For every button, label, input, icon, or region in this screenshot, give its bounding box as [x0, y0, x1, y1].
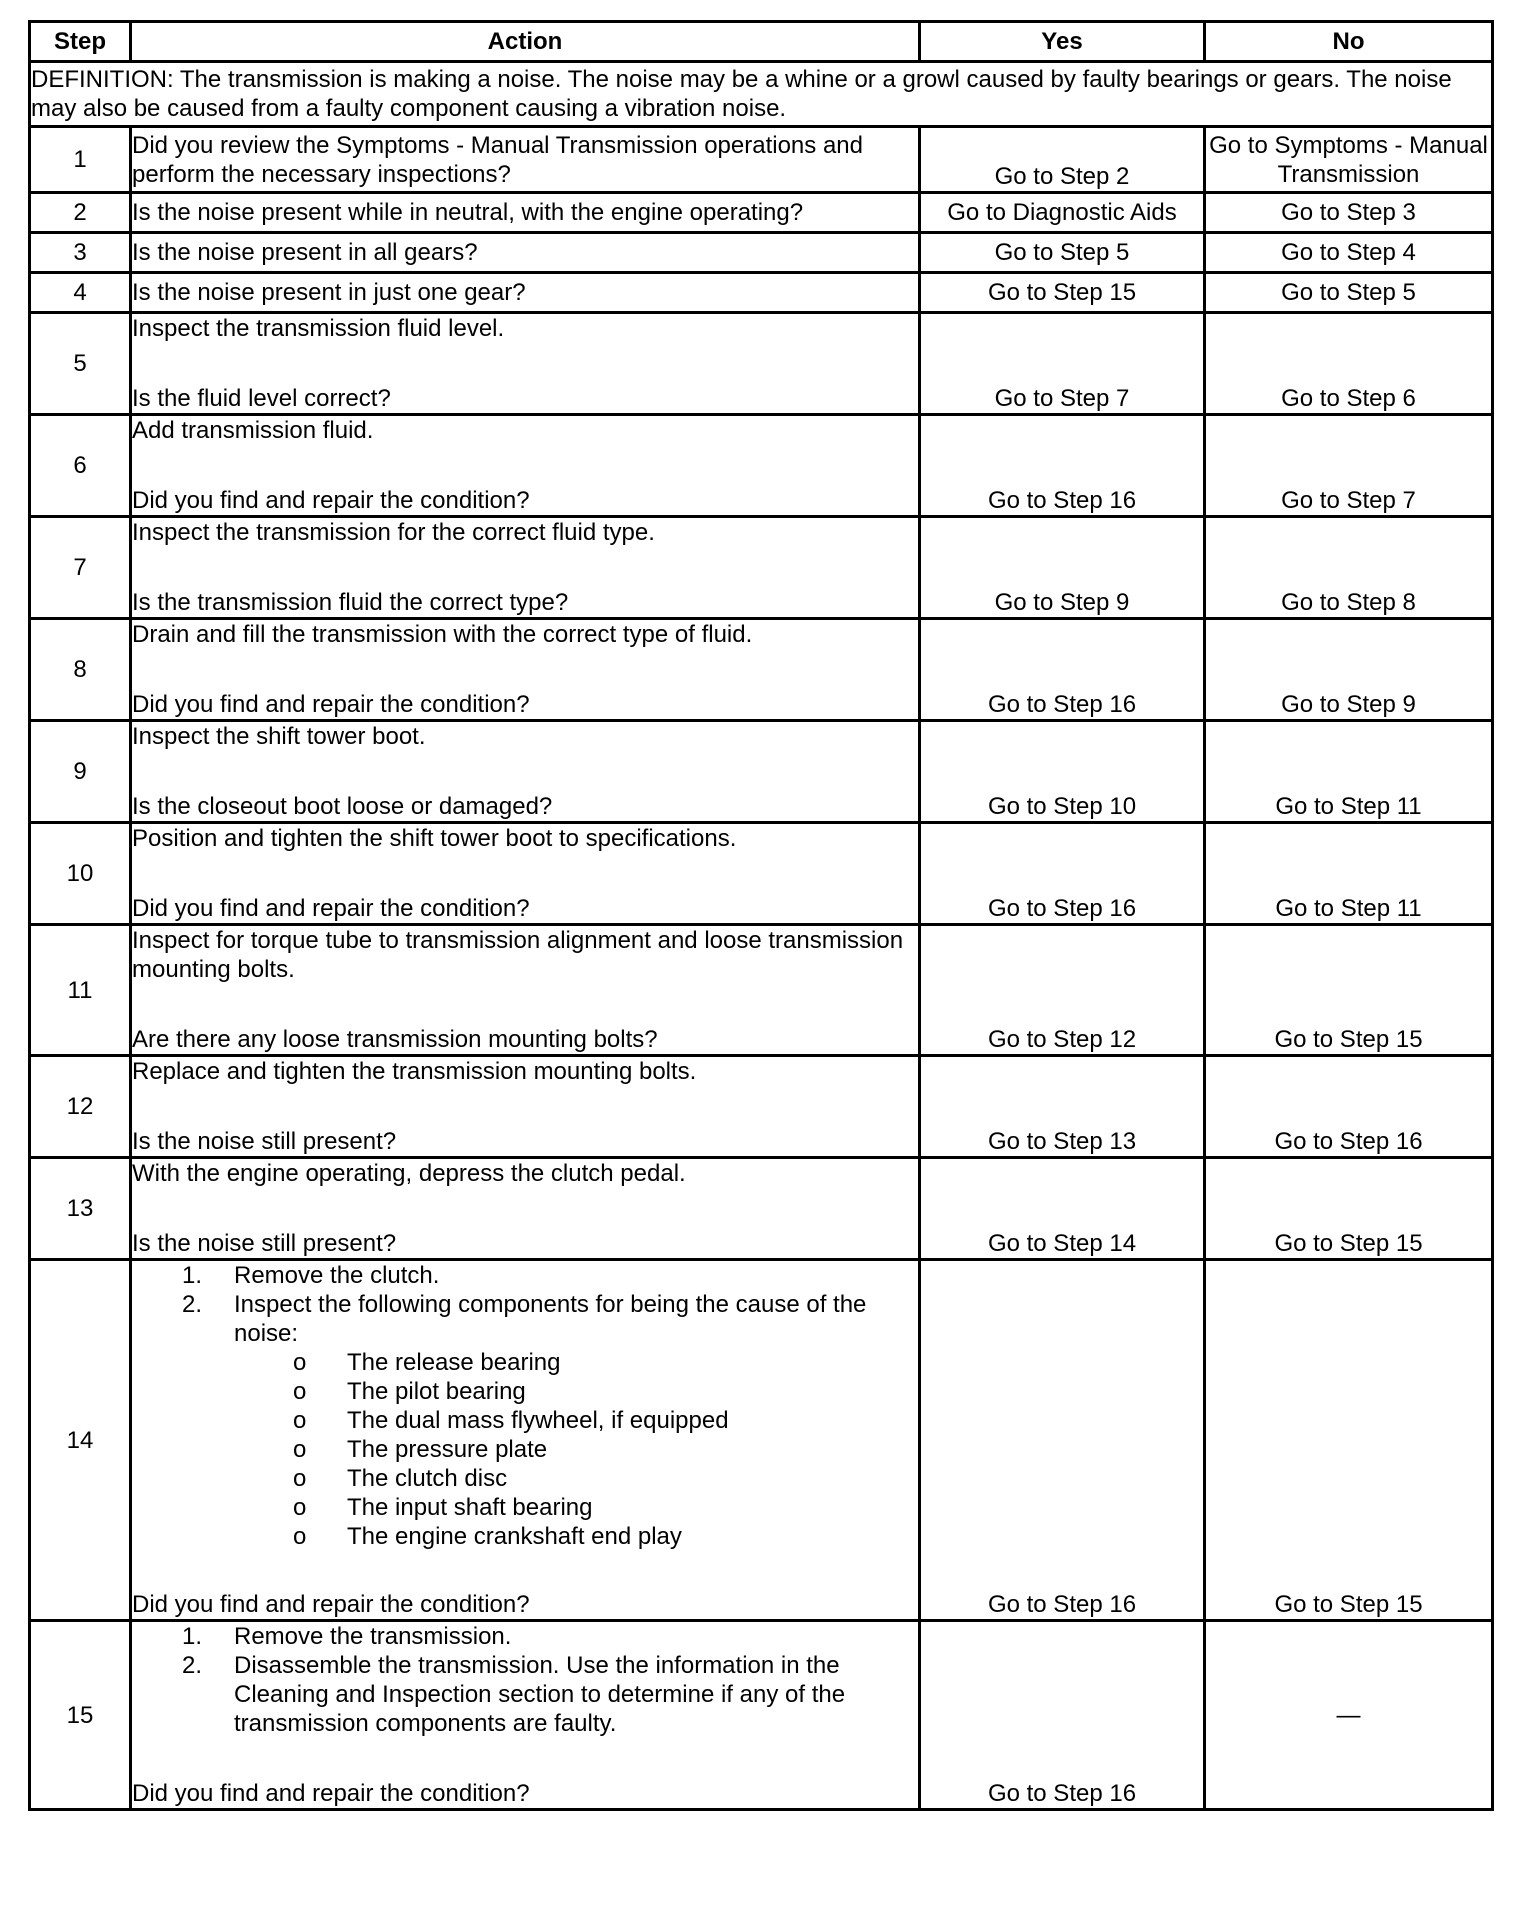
- yes-result: Go to Diagnostic Aids: [920, 193, 1205, 233]
- action-question: Is the noise still present?: [132, 1230, 397, 1257]
- action-cell: [131, 619, 920, 721]
- procedure-item: Inspect the following components for being the cause of the noise:: [234, 1291, 867, 1347]
- action-cell: [131, 1260, 920, 1621]
- table-row: [30, 193, 1493, 233]
- definition-text: DEFINITION: The transmission is making a noise. The noise may be a whine or a growl caused by faulty bearings or gears. The noise may also be caused from a faulty component causing a vibration noise.: [30, 62, 1493, 127]
- procedure-list: [132, 1622, 918, 1738]
- yes-result: Go to Step 15: [920, 273, 1205, 313]
- no-result: Go to Symptoms - Manual Transmission: [1205, 127, 1493, 193]
- action-question: Is the noise still present?: [132, 1128, 397, 1155]
- step-number: 5: [30, 313, 131, 415]
- yes-result: Go to Step 16: [920, 1621, 1205, 1810]
- procedure-item: Remove the clutch.: [234, 1262, 440, 1289]
- component-item: o The engine crankshaft end play: [293, 1522, 918, 1551]
- component-list: [247, 1348, 918, 1551]
- table-row: [30, 925, 1493, 1056]
- step-number: 10: [30, 823, 131, 925]
- action-question: Are there any loose transmission mounting bolts?: [132, 1026, 658, 1053]
- table-row: [30, 721, 1493, 823]
- step-number: 2: [30, 193, 131, 233]
- action-text: Add transmission fluid.: [132, 417, 374, 444]
- table-row: [30, 517, 1493, 619]
- step-number: 13: [30, 1158, 131, 1260]
- header-no: No: [1205, 22, 1493, 62]
- step-number: 7: [30, 517, 131, 619]
- action-question: Did you find and repair the condition?: [132, 1591, 530, 1618]
- table-row: [30, 1056, 1493, 1158]
- no-result: Go to Step 16: [1205, 1056, 1493, 1158]
- table-row: [30, 1260, 1493, 1621]
- yes-result: Go to Step 10: [920, 721, 1205, 823]
- step-number: 8: [30, 619, 131, 721]
- action-question: Did you find and repair the condition?: [132, 487, 530, 514]
- no-result: Go to Step 15: [1205, 925, 1493, 1056]
- no-result: —: [1205, 1621, 1493, 1810]
- action-text: Inspect for torque tube to transmission alignment and loose transmission mounting bolts.: [132, 927, 904, 983]
- no-result: Go to Step 11: [1205, 721, 1493, 823]
- no-result: Go to Step 7: [1205, 415, 1493, 517]
- action-question: Is the transmission fluid the correct type?: [132, 589, 569, 616]
- no-result: Go to Step 9: [1205, 619, 1493, 721]
- action-cell: [131, 313, 920, 415]
- yes-result: Go to Step 16: [920, 619, 1205, 721]
- yes-result: Go to Step 13: [920, 1056, 1205, 1158]
- action-text: Replace and tighten the transmission mounting bolts.: [132, 1058, 697, 1085]
- action-text: Inspect the shift tower boot.: [132, 723, 426, 750]
- no-result: Go to Step 15: [1205, 1158, 1493, 1260]
- definition-row: [30, 62, 1493, 127]
- action-text: With the engine operating, depress the clutch pedal.: [132, 1160, 686, 1187]
- action-question: Is the closeout boot loose or damaged?: [132, 793, 553, 820]
- table-row: [30, 127, 1493, 193]
- no-result: Go to Step 5: [1205, 273, 1493, 313]
- action-text: Did you review the Symptoms - Manual Transmission operations and perform the necessary inspections?: [131, 127, 920, 193]
- action-question: Did you find and repair the condition?: [132, 691, 530, 718]
- yes-result: Go to Step 5: [920, 233, 1205, 273]
- action-question: Did you find and repair the condition?: [132, 1780, 530, 1807]
- header-yes: Yes: [920, 22, 1205, 62]
- action-cell: [131, 517, 920, 619]
- step-number: 9: [30, 721, 131, 823]
- component-item: o The clutch disc: [293, 1464, 918, 1493]
- action-text: Inspect the transmission fluid level.: [132, 315, 505, 342]
- component-item: o The pressure plate: [293, 1435, 918, 1464]
- procedure-item: Disassemble the transmission. Use the information in the Cleaning and Inspection section to determine if any of the transmission components are faulty.: [234, 1652, 846, 1737]
- table-row: [30, 1621, 1493, 1810]
- table-row: [30, 233, 1493, 273]
- step-number: 14: [30, 1260, 131, 1621]
- step-number: 15: [30, 1621, 131, 1810]
- action-question: Is the fluid level correct?: [132, 385, 391, 412]
- no-result: Go to Step 15: [1205, 1260, 1493, 1621]
- component-item: o The dual mass flywheel, if equipped: [293, 1406, 918, 1435]
- action-text: Is the noise present in just one gear?: [131, 273, 920, 313]
- action-cell: [131, 721, 920, 823]
- action-cell: [131, 1621, 920, 1810]
- action-question: Did you find and repair the condition?: [132, 895, 530, 922]
- step-number: 4: [30, 273, 131, 313]
- component-item: o The input shaft bearing: [293, 1493, 918, 1522]
- no-result: Go to Step 4: [1205, 233, 1493, 273]
- yes-result: Go to Step 7: [920, 313, 1205, 415]
- diagnostic-table: [28, 20, 1494, 1811]
- step-number: 3: [30, 233, 131, 273]
- yes-result: Go to Step 16: [920, 823, 1205, 925]
- yes-result: Go to Step 14: [920, 1158, 1205, 1260]
- no-result: Go to Step 11: [1205, 823, 1493, 925]
- header-row: [30, 22, 1493, 62]
- yes-result: Go to Step 12: [920, 925, 1205, 1056]
- action-cell: [131, 415, 920, 517]
- action-text: Inspect the transmission for the correct fluid type.: [132, 519, 655, 546]
- action-text: Is the noise present while in neutral, with the engine operating?: [131, 193, 920, 233]
- table-row: [30, 313, 1493, 415]
- step-number: 11: [30, 925, 131, 1056]
- no-result: Go to Step 3: [1205, 193, 1493, 233]
- procedure-list: [132, 1261, 918, 1348]
- table-row: [30, 273, 1493, 313]
- action-cell: [131, 823, 920, 925]
- table-row: [30, 415, 1493, 517]
- table-row: [30, 619, 1493, 721]
- header-action: Action: [131, 22, 920, 62]
- action-cell: [131, 1158, 920, 1260]
- component-item: o The pilot bearing: [293, 1377, 918, 1406]
- table-row: [30, 1158, 1493, 1260]
- step-number: 6: [30, 415, 131, 517]
- procedure-item: Remove the transmission.: [234, 1623, 512, 1650]
- action-cell: [131, 925, 920, 1056]
- yes-result: Go to Step 16: [920, 1260, 1205, 1621]
- action-cell: [131, 1056, 920, 1158]
- action-text: Drain and fill the transmission with the correct type of fluid.: [132, 621, 753, 648]
- action-text: Position and tighten the shift tower boot to specifications.: [132, 825, 737, 852]
- yes-result: Go to Step 16: [920, 415, 1205, 517]
- no-result: Go to Step 8: [1205, 517, 1493, 619]
- table-row: [30, 823, 1493, 925]
- yes-result: Go to Step 2: [920, 127, 1205, 193]
- step-number: 12: [30, 1056, 131, 1158]
- yes-result: Go to Step 9: [920, 517, 1205, 619]
- action-text: Is the noise present in all gears?: [131, 233, 920, 273]
- component-item: o The release bearing: [293, 1348, 918, 1377]
- step-number: 1: [30, 127, 131, 193]
- header-step: Step: [30, 22, 131, 62]
- no-result: Go to Step 6: [1205, 313, 1493, 415]
